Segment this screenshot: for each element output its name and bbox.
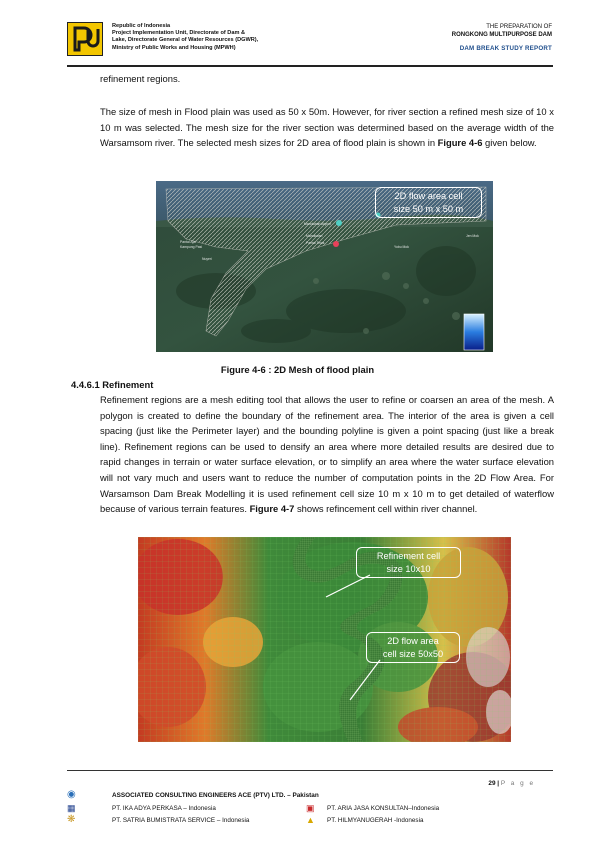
client-line-2: Project Implementation Unit, Directorate of Dam & — [112, 30, 246, 37]
project-name: RONGKONG MULTIPURPOSE DAM — [451, 32, 552, 38]
svg-text:Pantai Teluk: Pantai Teluk — [306, 241, 325, 245]
svg-text:Nuyeri: Nuyeri — [202, 257, 212, 261]
page-word: P a g e — [500, 780, 535, 787]
figure-4-6-callout-line-2: size 50 m x 50 m — [393, 203, 464, 214]
paragraph-continuation: refinement regions. — [100, 73, 181, 84]
figure-4-7-image — [138, 537, 511, 742]
page-number — [488, 780, 535, 787]
figure-4-7-callout-refinement-line-1: Refinement cell — [376, 551, 441, 561]
project-info — [452, 23, 552, 53]
page-number-value: 29 | — [488, 780, 500, 787]
figure-4-7-callout-flow-area-line-2: cell size 50x50 — [382, 648, 444, 659]
paragraph-mesh-size-text: The size of mesh in Flood plain was used as 50 x 50m. However, for river section a refined mesh size of 10 x 10 m was selected. The mesh size for the river section was determined based on the average width of the Warsamsom river. The selected mesh sizes for 2D area of flood plain is shown in — [100, 106, 554, 149]
client-line-4: Ministry of Public Works and Housing (MPWH) — [112, 44, 236, 51]
aria-logo-icon: ▣ — [306, 803, 315, 813]
svg-text:Yobu Mok: Yobu Mok — [394, 245, 409, 249]
paragraph-refinement-tail: shows refincement cell within river channel. — [294, 503, 478, 515]
partner-1: PT. IKA ADYA PERKASA – Indonesia — [112, 805, 216, 812]
figure-4-6-caption: Figure 4-6 : 2D Mesh of flood plain — [220, 364, 375, 375]
svg-text:Manokwari: Manokwari — [306, 234, 323, 238]
figure-4-7-callout-refinement — [356, 547, 461, 578]
satria-logo-icon: ❋ — [67, 814, 76, 825]
ace-logo-icon: ◉ — [67, 789, 76, 800]
svg-text:Manokwari Airport: Manokwari Airport — [304, 222, 332, 226]
paragraph-refinement — [100, 392, 554, 517]
client-line-1: Republic of Indonesia — [112, 23, 171, 29]
paragraph-refinement-text: Refinement regions are a mesh editing tool that allows the user to refine or coarsen an area of the mesh. A polygon is created to define the boundary of the refinement area. The interior of the area is given a cell spacing (just like the Perimeter layer) and the bounding polyline is given a point spacing (just like a break line). Refinement regions can be used to densify an area where more detailed results are desired due to rapid changes in terrain or water surface elevation, or to simplify an area where the water surface elevation will not vary much and users want to reduce the number of computation points in the 2D Flow Area. For Warsamson Dam Break Modelling it is used refinement cell size 10 m x 10 m to get detailed of waterflow because of various terrain features. — [100, 394, 554, 515]
figure-4-7-callout-refinement-line-2: size 10x10 — [386, 563, 431, 574]
partner-2: PT. SATRIA BUMISTRATA SERVICE – Indonesia — [112, 817, 250, 824]
figure-4-7-callout-flow-area-line-1: 2D flow area — [387, 636, 439, 646]
figure-4-7-reference: Figure 4-7 — [249, 503, 295, 515]
header-divider — [67, 65, 553, 67]
figure-4-6-callout — [375, 187, 482, 218]
paragraph-mesh-size — [100, 104, 554, 151]
paragraph-mesh-size-tail: given below. — [482, 137, 537, 149]
client-info — [112, 23, 312, 52]
report-title: DAM BREAK STUDY REPORT — [459, 45, 552, 52]
footer-divider — [67, 770, 553, 771]
partner-4: PT. HILMYANUGERAH -Indonesia — [327, 817, 424, 824]
consultant-name: ASSOCIATED CONSULTING ENGINEERS ACE (PTV) LTD. – Pakistan — [112, 792, 319, 799]
figure-4-6-reference: Figure 4-6 — [437, 137, 483, 149]
svg-text:Kampung Pasi: Kampung Pasi — [180, 245, 203, 249]
client-line-3: Lake, Directorate General of Water Resources (DGWR), — [112, 37, 259, 44]
svg-text:Jen Mok: Jen Mok — [466, 234, 479, 238]
figure-4-6-image — [156, 181, 493, 352]
figure-4-6-callout-line-1: 2D flow area cell — [394, 191, 463, 201]
partner-3: PT. ARIA JASA KONSULTAN–Indonesia — [327, 805, 440, 812]
ika-logo-icon: ▦ — [67, 803, 76, 813]
svg-text:Pantai Ajal: Pantai Ajal — [180, 240, 197, 244]
ministry-logo — [67, 22, 103, 56]
section-heading: 4.4.6.1 Refinement — [71, 379, 154, 390]
hilmy-logo-icon: ▲ — [306, 815, 315, 825]
figure-4-7-callout-flow-area — [366, 632, 460, 663]
project-line-1: THE PREPARATION OF — [486, 24, 552, 30]
